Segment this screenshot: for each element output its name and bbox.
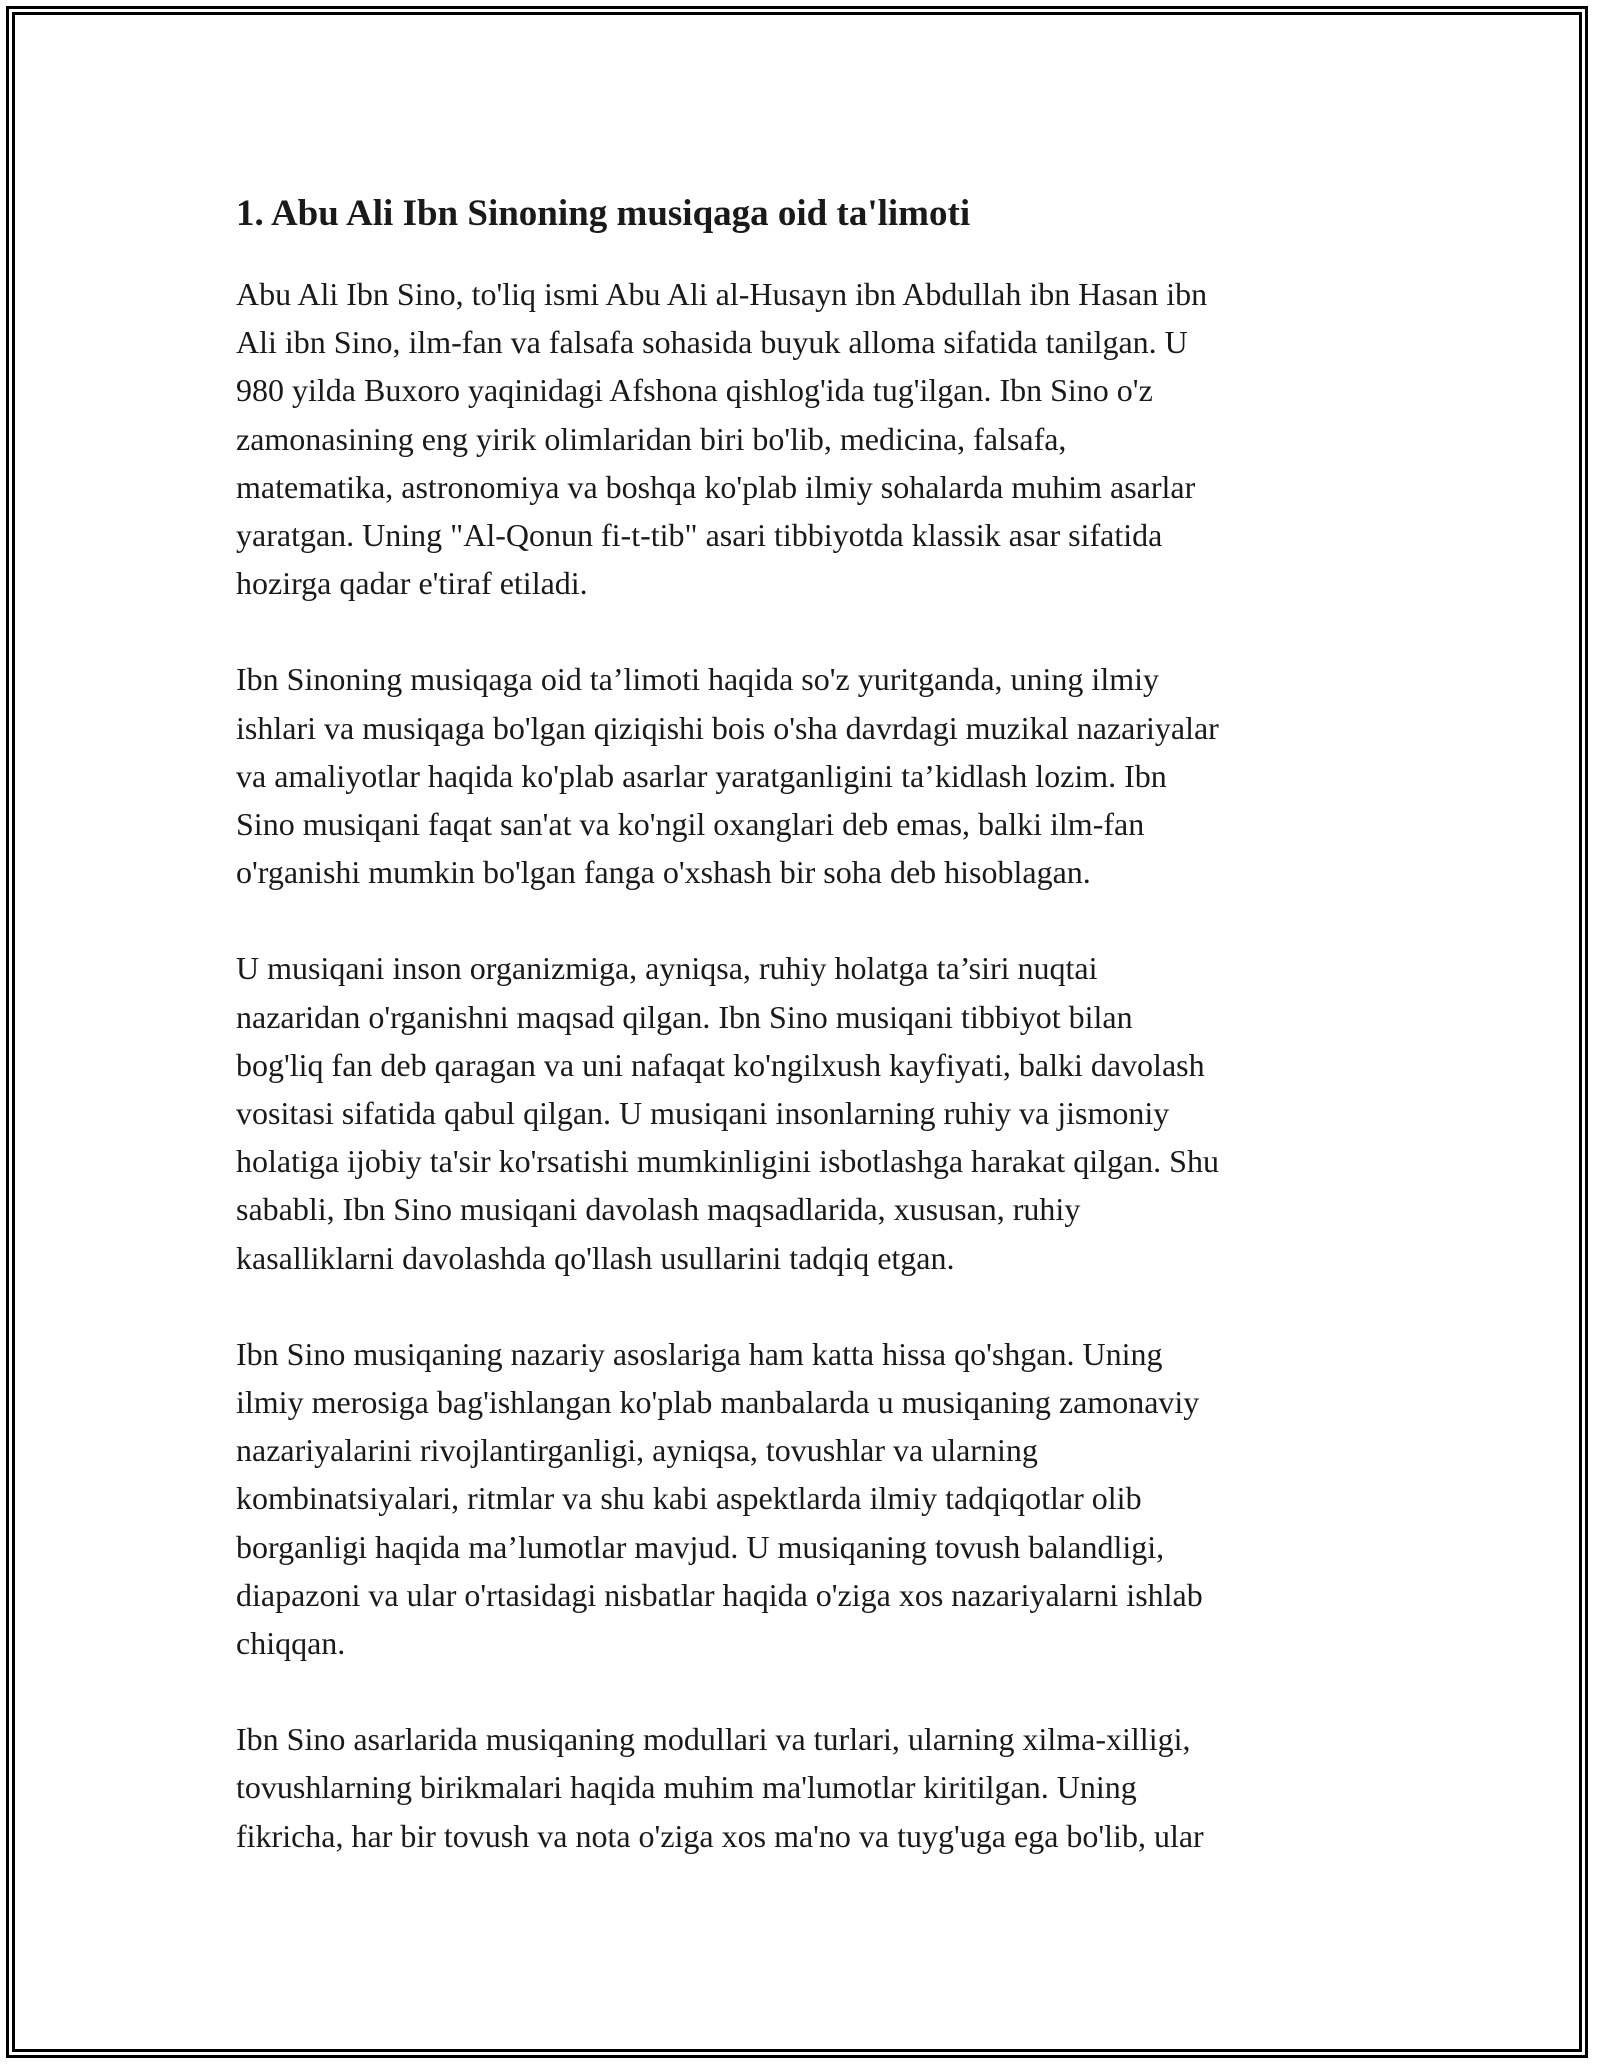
text-line: holatiga ijobiy ta'sir ko'rsatishi mumkinligini isbotlashga harakat qilgan. Shu (236, 1143, 1219, 1180)
text-line: vositasi sifatida qabul qilgan. U musiqani insonlarning ruhiy va jismoniy (236, 1095, 1170, 1132)
paragraph-4 (236, 1330, 1376, 1667)
text-line: kasalliklarni davolashda qo'llash usullarini tadqiq etgan. (236, 1239, 955, 1276)
paragraph-5 (236, 1715, 1376, 1860)
text-line: zamonasining eng yirik olimlaridan biri bo'lib, medicina, falsafa, (236, 420, 1067, 457)
text-line: Ibn Sino musiqaning nazariy asoslariga ham katta hissa qo'shgan. Uning (236, 1335, 1163, 1372)
text-line: nazaridan o'rganishni maqsad qilgan. Ibn Sino musiqani tibbiyot bilan (236, 998, 1133, 1035)
text-line: ilmiy merosiga bag'ishlangan ko'plab manbalarda u musiqaning zamonaviy (236, 1384, 1200, 1421)
paragraph-3 (236, 944, 1376, 1281)
text-line: ishlari va musiqaga bo'lgan qiziqishi bois o'sha davrdagi muzikal nazariyalar (236, 709, 1219, 746)
text-line: Ibn Sinoning musiqaga oid ta’limoti haqida so'z yuritganda, uning ilmiy (236, 661, 1159, 698)
text-line: 980 yilda Buxoro yaqinidagi Afshona qishlog'ida tug'ilgan. Ibn Sino o'z (236, 372, 1153, 409)
text-line: tovushlarning birikmalari haqida muhim ma'lumotlar kiritilgan. Uning (236, 1769, 1137, 1806)
text-line: yaratgan. Uning "Al-Qonun fi-t-tib" asari tibbiyotda klassik asar sifatida (236, 517, 1163, 554)
text-line: fikricha, har bir tovush va nota o'ziga xos ma'no va tuyg'uga ega bo'lib, ular (236, 1817, 1204, 1854)
paragraph-1 (236, 270, 1376, 607)
text-line: diapazoni va ular o'rtasidagi nisbatlar haqida o'ziga xos nazariyalarni ishlab (236, 1576, 1203, 1613)
text-line: hozirga qadar e'tiraf etiladi. (236, 565, 588, 602)
text-line: o'rganishi mumkin bo'lgan fanga o'xshash bir soha deb hisoblagan. (236, 854, 1091, 891)
section-heading: 1. Abu Ali Ibn Sinoning musiqaga oid ta'limoti (236, 193, 971, 234)
text-line: va amaliyotlar haqida ko'plab asarlar yaratganligini ta’kidlash lozim. Ibn (236, 757, 1167, 794)
text-line: Abu Ali Ibn Sino, to'liq ismi Abu Ali al-Husayn ibn Abdullah ibn Hasan ibn (236, 276, 1208, 312)
text-line: matematika, astronomiya va boshqa ko'plab ilmiy sohalarda muhim asarlar (236, 468, 1196, 505)
paragraph-2 (236, 655, 1376, 896)
text-line: bog'liq fan deb qaragan va uni nafaqat ko'ngilxush kayfiyati, balki davolash (236, 1046, 1205, 1083)
text-line: U musiqani inson organizmiga, ayniqsa, ruhiy holatga ta’siri nuqtai (236, 950, 1098, 987)
text-line: chiqqan. (236, 1625, 346, 1662)
text-line: kombinatsiyalari, ritmlar va shu kabi aspektlarda ilmiy tadqiqotlar olib (236, 1480, 1142, 1517)
text-line: Sino musiqani faqat san'at va ko'ngil oxanglari deb emas, balki ilm-fan (236, 806, 1145, 843)
text-line: Ibn Sino asarlarida musiqaning modullari va turlari, ularning xilma-xilligi, (236, 1721, 1191, 1758)
text-line: sababli, Ibn Sino musiqani davolash maqsadlarida, xususan, ruhiy (236, 1191, 1081, 1228)
text-line: nazariyalarini rivojlantirganligi, ayniqsa, tovushlar va ularning (236, 1432, 1038, 1469)
document-body (236, 186, 1376, 1908)
text-line: Ali ibn Sino, ilm-fan va falsafa sohasida buyuk alloma sifatida tanilgan. U (236, 324, 1188, 361)
text-line: borganligi haqida ma’lumotlar mavjud. U musiqaning tovush balandligi, (236, 1528, 1165, 1565)
